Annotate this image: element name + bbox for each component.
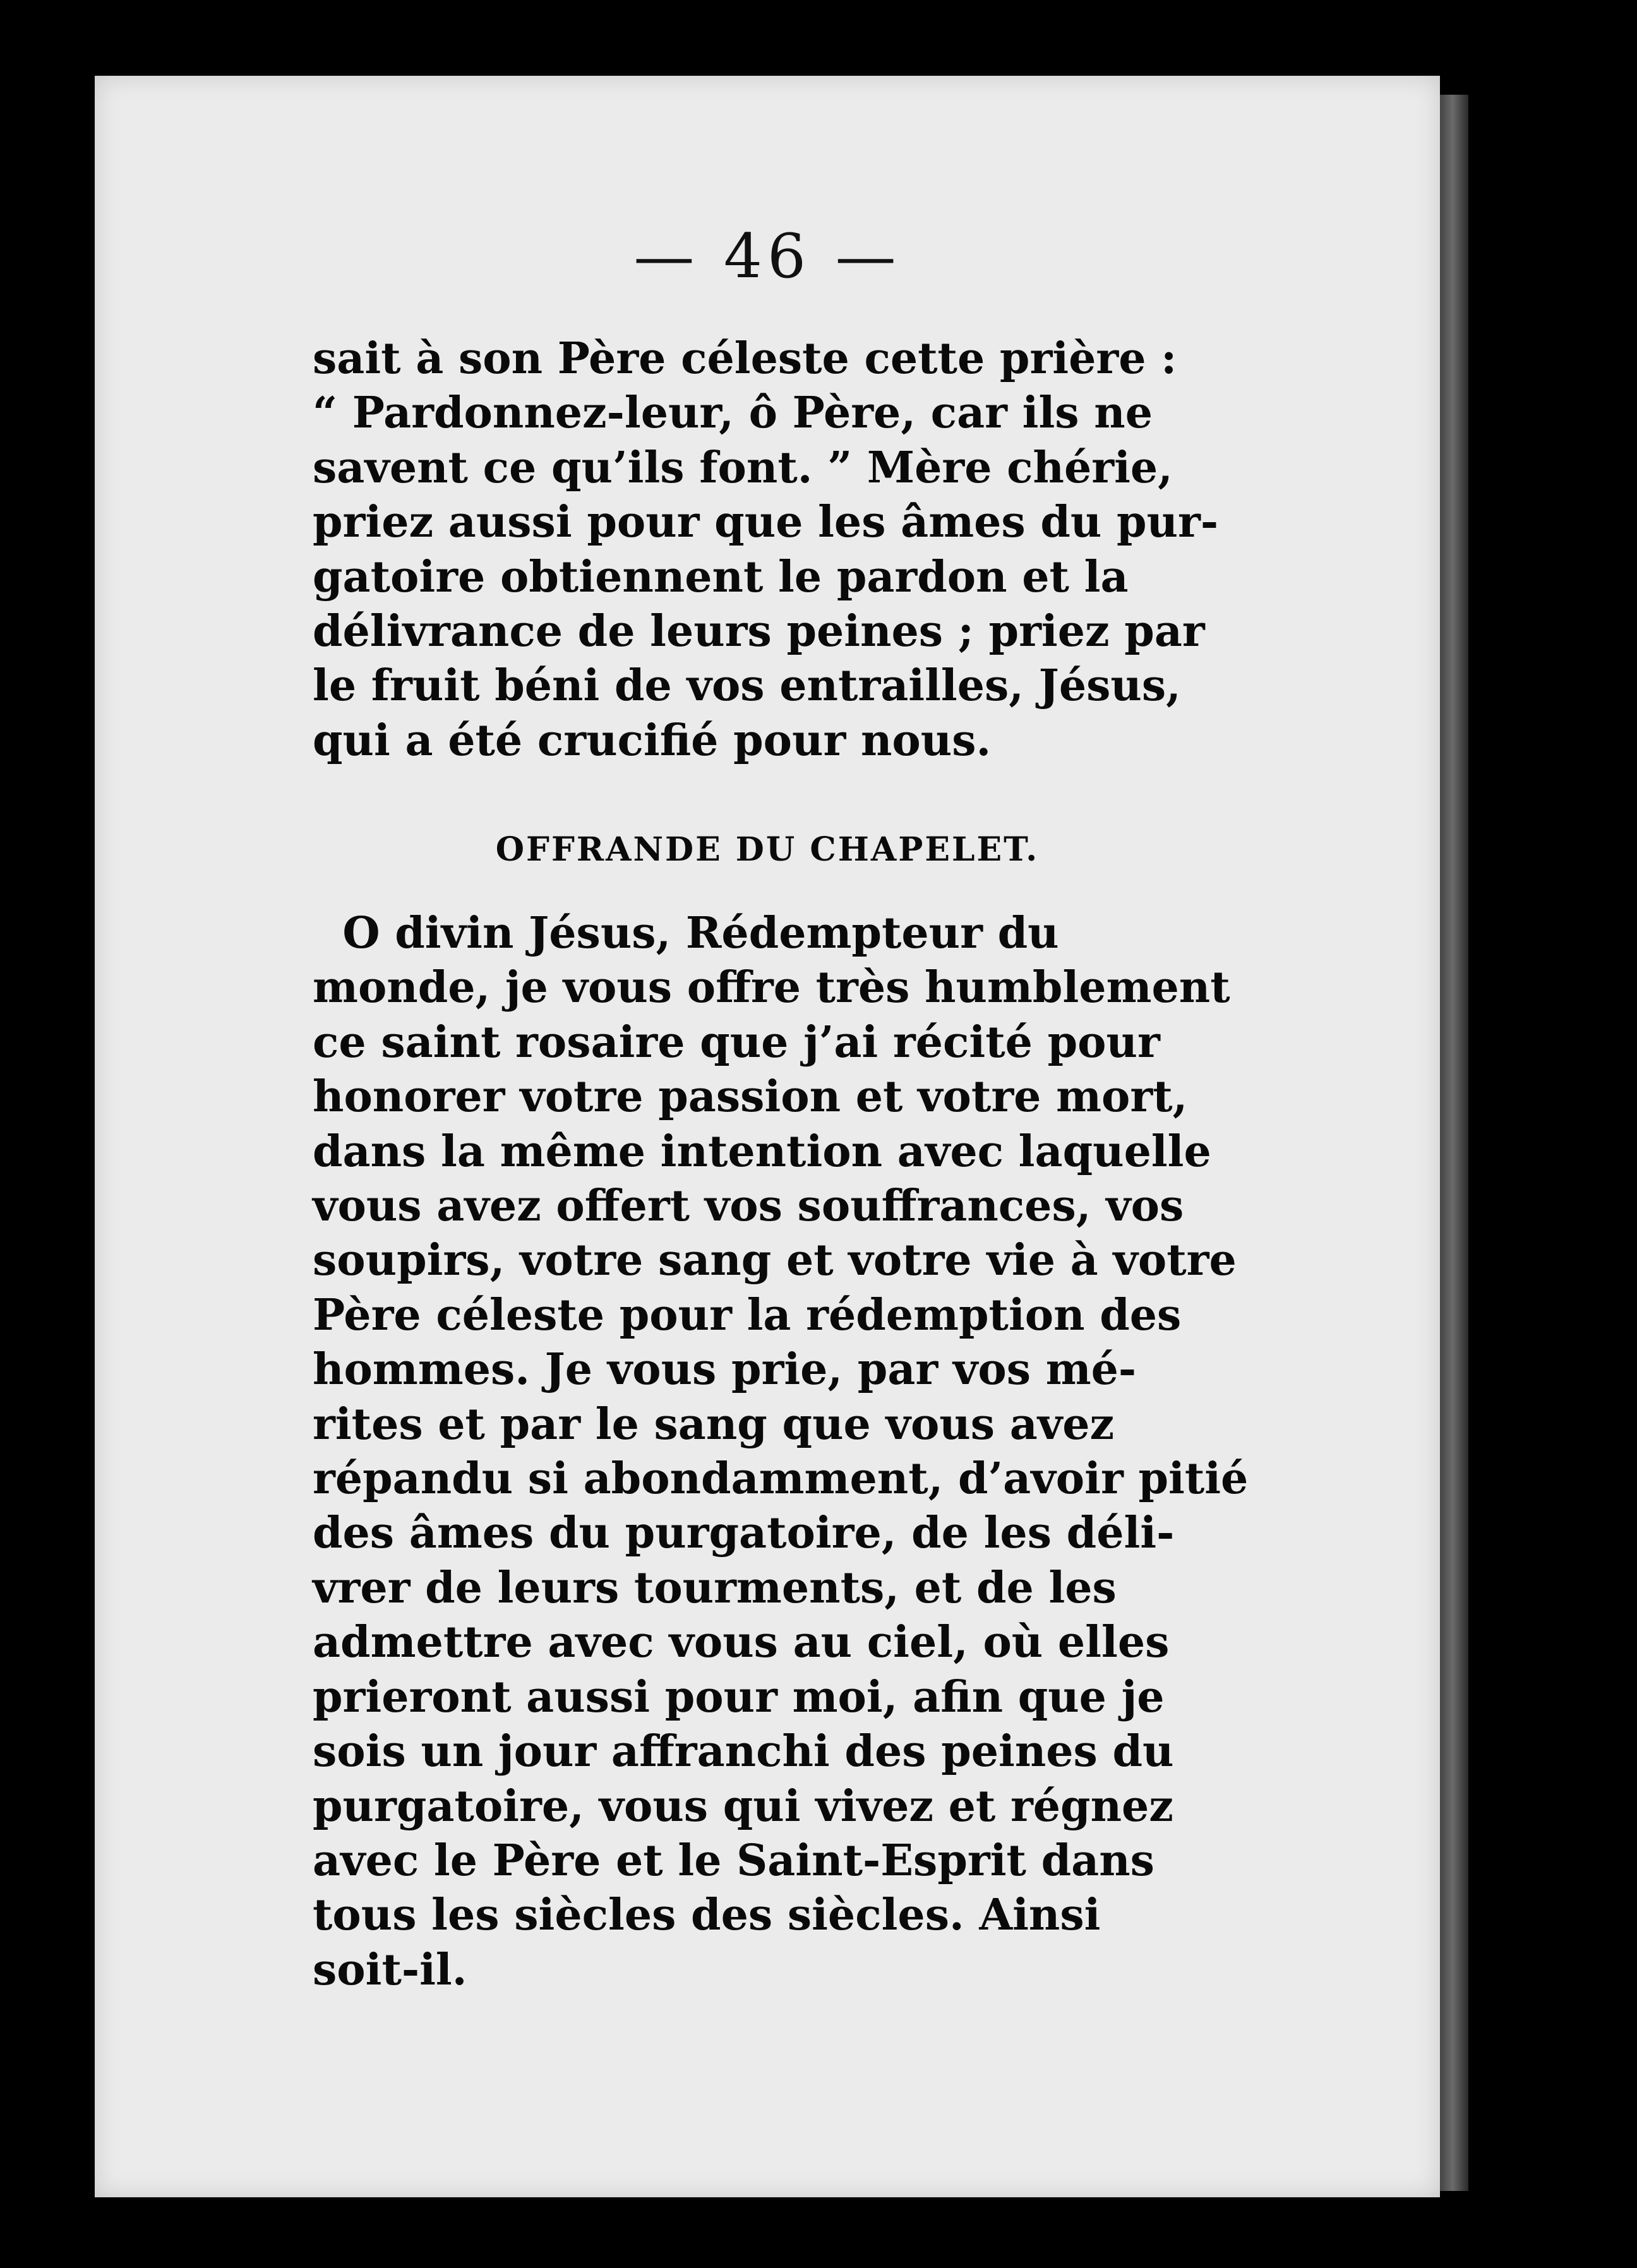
paragraph-prayer-end: sait à son Père céleste cette prière : “ Pardonnez-leur, ô Père, car ils ne savent ce qu’ils font. ” Mère chérie, priez aussi pour que les âmes du pur- gatoire obtiennent le pardon et la délivrance de leurs peines ; priez par le fruit béni de vos entrailles, Jésus, qui a été crucifié pour nous. <box>313 333 1219 766</box>
book-page <box>95 76 1440 2197</box>
page-number: — 46 — <box>633 221 901 292</box>
section-heading: OFFRANDE DU CHAPELET. <box>495 830 1040 869</box>
book-spine <box>1437 95 1468 2191</box>
paragraph-offering: O divin Jésus, Rédempteur du monde, je vous offre très humblement ce saint rosaire que j’ai récité pour honorer votre passion et votre mort, dans la même intention avec laquelle vous avez offert vos souffrances, vos soupirs, votre sang et votre vie à votre Père céleste pour la rédemption des hommes. Je vous prie, par vos mé- rites et par le sang que vous avez répandu si abondamment, d’avoir pitié des âmes du purgatoire, de les déli- vrer de leurs tourments, et de les admettre avec vous au ciel, où elles prieront aussi pour moi, afin que je sois un jour affranchi des peines du purgatoire, vous qui vivez et régnez avec le Père et le Saint-Esprit dans tous les siècles des siècles. Ainsi soit-il. <box>313 908 1249 1995</box>
